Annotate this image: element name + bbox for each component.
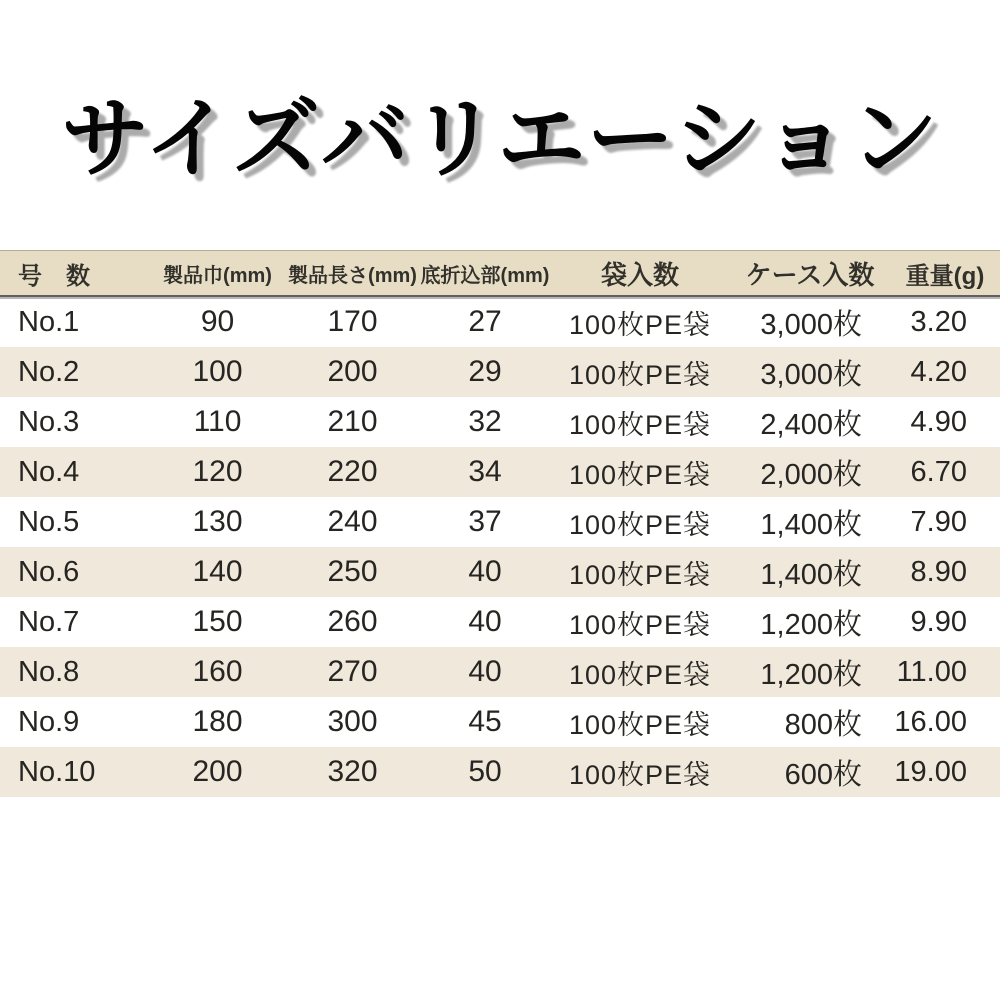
table-row xyxy=(0,397,1000,447)
cell-weight: 11.00 xyxy=(896,655,967,688)
cell-width: 160 xyxy=(192,655,243,689)
cell-width: 180 xyxy=(192,705,243,739)
cell-size-no: No.1 xyxy=(18,305,80,338)
cell-weight: 7.90 xyxy=(910,505,967,538)
cell-bottom-fold: 40 xyxy=(468,605,502,639)
table-row xyxy=(0,647,1000,697)
cell-bag-count: 100枚PE袋 xyxy=(568,559,712,590)
cell-size-no: No.2 xyxy=(18,355,80,388)
table-header-row xyxy=(0,250,1000,297)
cell-width: 110 xyxy=(193,405,242,439)
cell-length: 240 xyxy=(327,505,378,539)
cell-bag-count: 100枚PE袋 xyxy=(568,759,712,790)
cell-size-no: No.6 xyxy=(18,555,80,588)
page-title: サイズバリエーション xyxy=(61,89,939,188)
cell-bag-count: 100枚PE袋 xyxy=(568,309,712,340)
header-case-count: ケース入数 xyxy=(745,259,875,290)
cell-case-count: 600枚 xyxy=(784,758,862,791)
cell-bag-count: 100枚PE袋 xyxy=(568,709,712,740)
cell-length: 260 xyxy=(327,605,378,639)
cell-length: 320 xyxy=(327,755,378,789)
table-row xyxy=(0,697,1000,747)
cell-width: 100 xyxy=(192,355,243,389)
cell-case-count: 1,400枚 xyxy=(760,508,862,541)
cell-length: 300 xyxy=(327,705,378,739)
header-size-number: 号 数 xyxy=(18,262,90,290)
size-variation-page xyxy=(0,82,1000,1000)
cell-weight: 4.90 xyxy=(910,405,967,438)
table-row xyxy=(0,497,1000,547)
cell-width: 130 xyxy=(192,505,243,539)
cell-weight: 16.00 xyxy=(894,705,967,738)
cell-size-no: No.9 xyxy=(18,705,80,738)
cell-width: 90 xyxy=(200,305,235,339)
cell-case-count: 3,000枚 xyxy=(760,308,862,341)
cell-size-no: No.5 xyxy=(18,505,80,538)
cell-bottom-fold: 45 xyxy=(468,705,502,739)
cell-bottom-fold: 37 xyxy=(468,505,502,539)
cell-size-no: No.7 xyxy=(18,605,80,638)
cell-bottom-fold: 50 xyxy=(468,755,502,789)
cell-bag-count: 100枚PE袋 xyxy=(568,459,712,490)
table-row xyxy=(0,547,1000,597)
cell-bottom-fold: 34 xyxy=(468,455,502,489)
cell-case-count: 2,400枚 xyxy=(760,408,862,441)
cell-width: 150 xyxy=(192,605,243,639)
table-row xyxy=(0,747,1000,797)
cell-case-count: 1,400枚 xyxy=(760,558,862,591)
cell-size-no: No.4 xyxy=(18,455,80,488)
cell-length: 210 xyxy=(327,405,378,439)
size-table xyxy=(0,250,1000,797)
header-width: 製品巾(mm) xyxy=(163,264,272,287)
cell-bag-count: 100枚PE袋 xyxy=(568,509,712,540)
table-row xyxy=(0,347,1000,397)
cell-length: 170 xyxy=(327,305,378,339)
cell-bottom-fold: 40 xyxy=(468,655,502,689)
cell-case-count: 3,000枚 xyxy=(760,358,862,391)
cell-bottom-fold: 29 xyxy=(468,355,502,389)
cell-weight: 6.70 xyxy=(910,455,967,488)
cell-case-count: 2,000枚 xyxy=(760,458,862,491)
cell-case-count: 800枚 xyxy=(784,708,862,741)
cell-width: 120 xyxy=(192,455,243,489)
cell-weight: 19.00 xyxy=(894,755,967,788)
cell-weight: 4.20 xyxy=(910,355,967,388)
cell-length: 220 xyxy=(327,455,378,489)
table-row xyxy=(0,297,1000,347)
cell-bag-count: 100枚PE袋 xyxy=(568,359,712,390)
cell-bottom-fold: 32 xyxy=(468,405,502,439)
cell-weight: 9.90 xyxy=(910,605,967,638)
cell-size-no: No.10 xyxy=(18,755,96,788)
table-row xyxy=(0,447,1000,497)
cell-length: 200 xyxy=(327,355,378,389)
cell-case-count: 1,200枚 xyxy=(760,608,862,641)
cell-width: 140 xyxy=(192,555,243,589)
cell-bag-count: 100枚PE袋 xyxy=(568,409,712,440)
cell-bottom-fold: 40 xyxy=(468,555,502,589)
table-row xyxy=(0,597,1000,647)
cell-weight: 8.90 xyxy=(910,555,967,588)
cell-size-no: No.8 xyxy=(18,655,80,688)
cell-bottom-fold: 27 xyxy=(468,305,502,339)
header-bottom-fold: 底折込部(mm) xyxy=(420,264,550,287)
cell-length: 250 xyxy=(327,555,378,589)
header-weight: 重量(g) xyxy=(905,262,985,290)
header-length: 製品長さ(mm) xyxy=(288,264,417,287)
cell-weight: 3.20 xyxy=(910,305,967,338)
cell-bag-count: 100枚PE袋 xyxy=(568,659,712,690)
cell-bag-count: 100枚PE袋 xyxy=(568,609,712,640)
cell-width: 200 xyxy=(192,755,243,789)
header-bag-count: 袋入数 xyxy=(600,259,679,290)
cell-case-count: 1,200枚 xyxy=(760,658,862,691)
cell-size-no: No.3 xyxy=(18,405,80,438)
cell-length: 270 xyxy=(327,655,378,689)
